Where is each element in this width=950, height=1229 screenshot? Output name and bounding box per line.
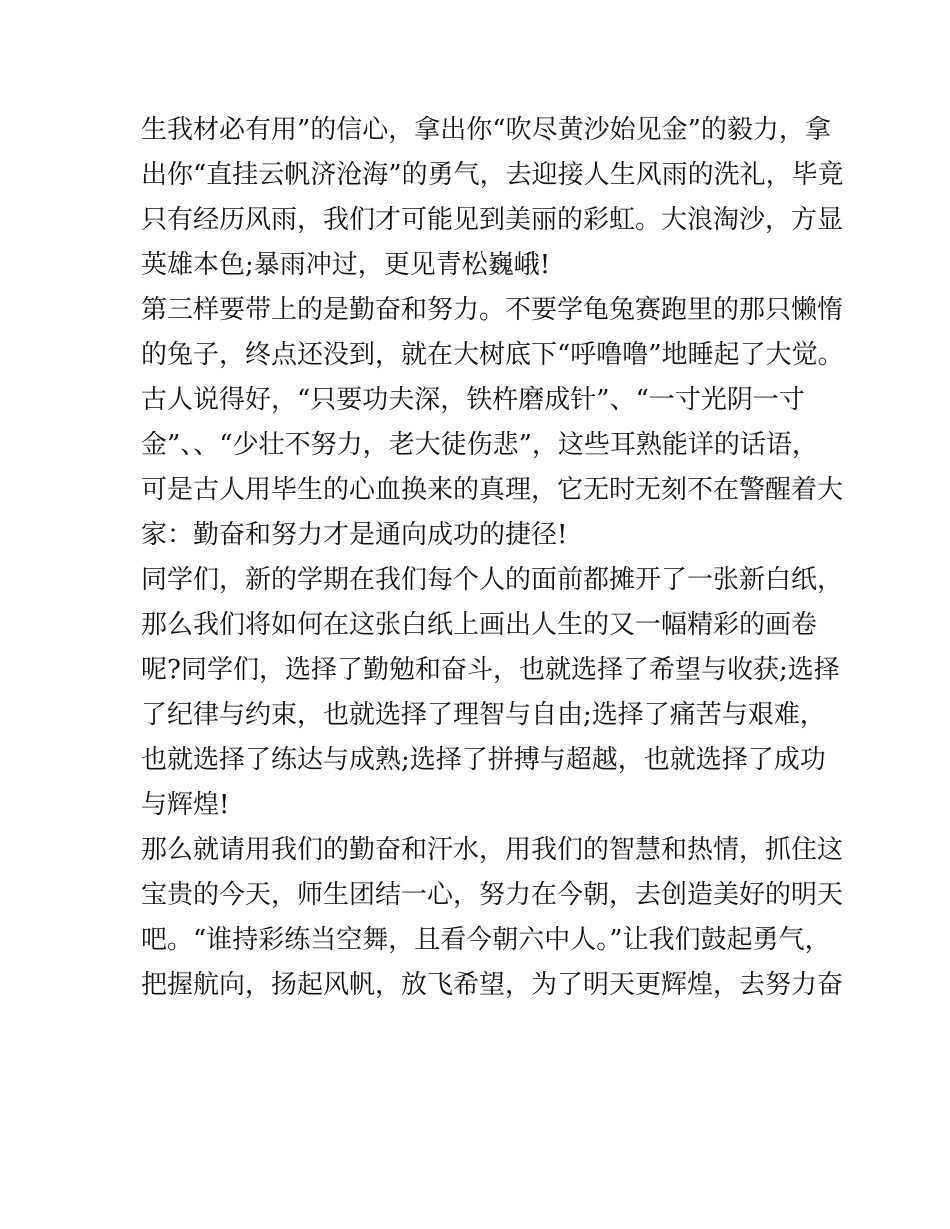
text-line: 出你“直挂云帆济沧海”的勇气，去迎接人生风雨的洗礼，毕竟 — [141, 160, 844, 190]
text-line: 那么我们将如何在这张白纸上画出人生的又一幅精彩的画卷 — [141, 610, 818, 640]
text-line: 第三样要带上的是勤奋和努力。不要学龟兔赛跑里的那只懒惰 — [141, 295, 844, 325]
text-line: 了纪律与约束，也就选择了理智与自由;选择了痛苦与艰难， — [141, 700, 826, 730]
text-line: 也就选择了练达与成熟;选择了拼搏与超越，也就选择了成功 — [141, 745, 826, 775]
text-line: 家：勤奋和努力才是通向成功的捷径! — [141, 520, 568, 550]
text-line: 与辉煌! — [141, 790, 230, 820]
text-line: 可是古人用毕生的心血换来的真理，它无时无刻不在警醒着大 — [141, 475, 844, 505]
text-line: 同学们，新的学期在我们每个人的面前都摊开了一张新白纸， — [141, 565, 844, 595]
text-line: 英雄本色;暴雨冲过，更见青松巍峨! — [141, 250, 551, 280]
text-line: 生我材必有用”的信心，拿出你“吹尽黄沙始见金”的毅力，拿 — [141, 115, 831, 145]
text-line: 那么就请用我们的勤奋和汗水，用我们的智慧和热情，抓住这 — [141, 835, 844, 865]
text-line: 古人说得好，“只要功夫深，铁杵磨成针”、“一寸光阴一寸 — [141, 385, 805, 415]
text-line: 只有经历风雨，我们才可能见到美丽的彩虹。大浪淘沙，方显 — [141, 205, 844, 235]
text-line: 吧。“谁持彩练当空舞，且看今朝六中人。”让我们鼓起勇气， — [141, 925, 831, 955]
text-line: 的兔子，终点还没到，就在大树底下“呼噜噜”地睡起了大觉。 — [141, 340, 844, 370]
text-line: 呢?同学们，选择了勤勉和奋斗，也就选择了希望与收获;选择 — [141, 655, 840, 685]
text-line: 宝贵的今天，师生团结一心，努力在今朝，去创造美好的明天 — [141, 880, 844, 910]
text-line: 金”、、“少壮不努力，老大徒伤悲”，这些耳熟能详的话语， — [141, 430, 818, 460]
document-body — [141, 108, 844, 1008]
text-line: 把握航向，扬起风帆，放飞希望，为了明天更辉煌，去努力奋 — [141, 970, 844, 1000]
